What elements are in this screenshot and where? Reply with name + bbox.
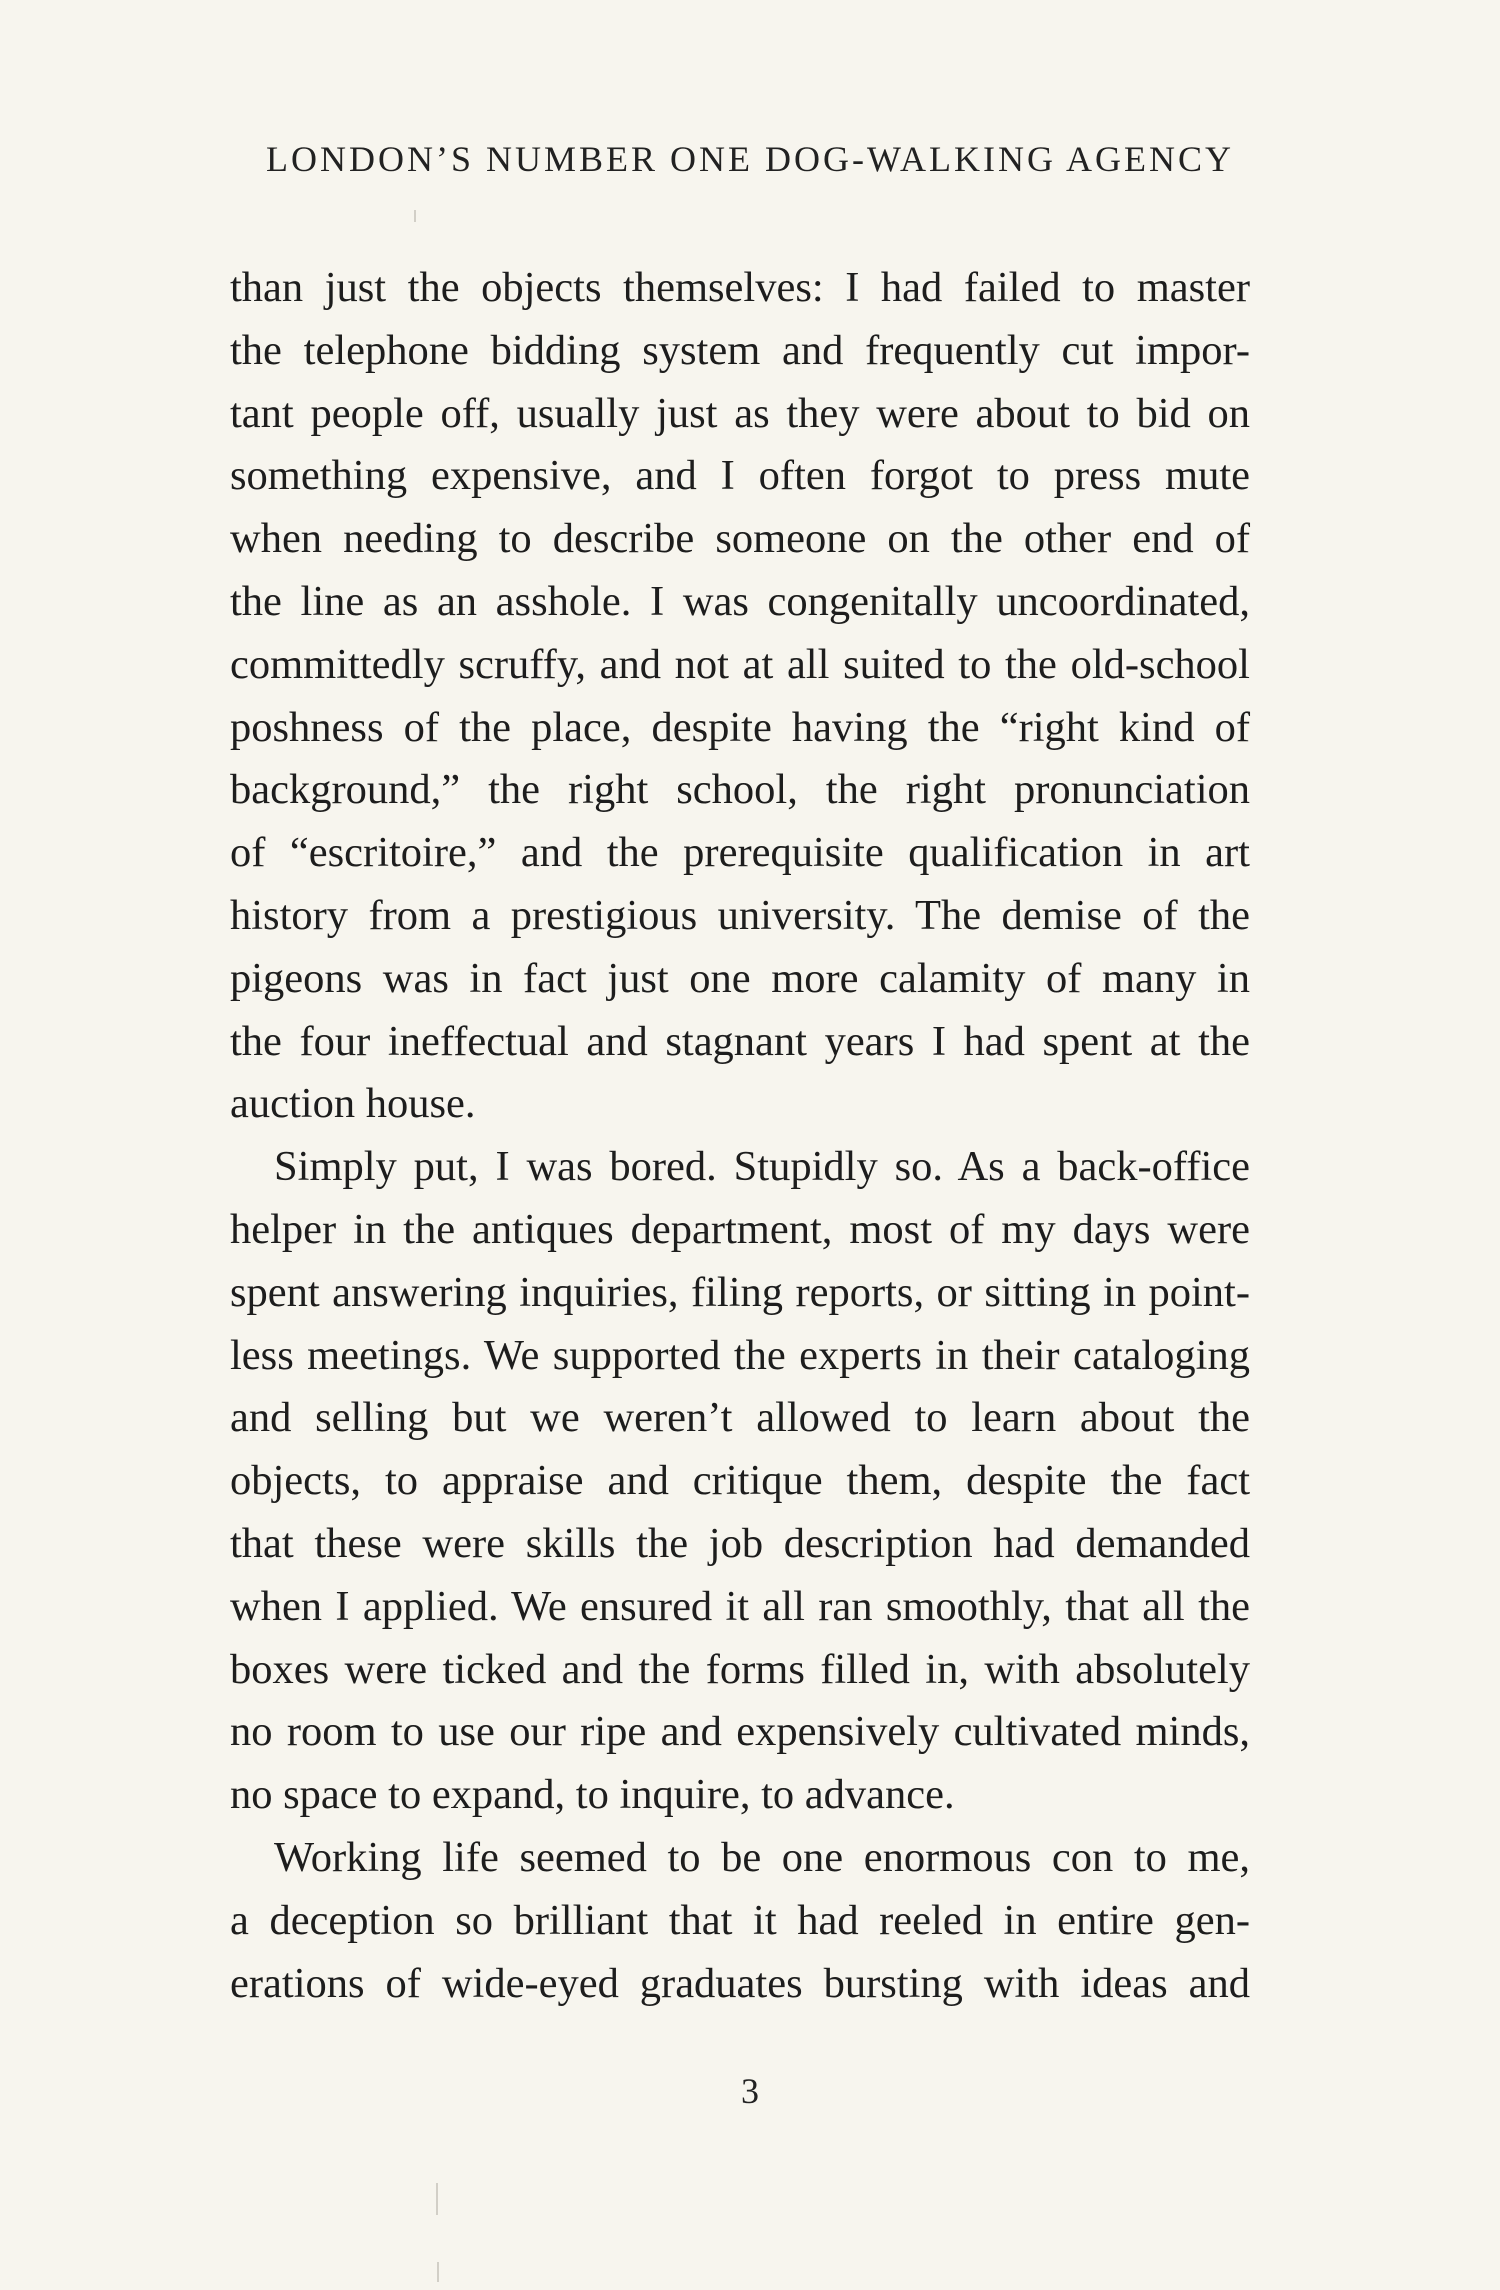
- text-line: no room to use our ripe and expensively cultivated minds,: [230, 1708, 1250, 1756]
- page-number: 3: [741, 2071, 759, 2111]
- text-line: than just the objects themselves: I had failed to master: [230, 264, 1250, 311]
- text-line: when needing to describe someone on the other end of: [230, 515, 1250, 563]
- text-line: poshness of the place, despite having the “right kind of: [230, 703, 1250, 751]
- text-line: the four ineffectual and stagnant years I had spent at the: [230, 1017, 1250, 1065]
- text-line: objects, to appraise and critique them, despite the fact: [230, 1457, 1250, 1505]
- running-head: LONDON’S NUMBER ONE DOG-WALKING AGENCY: [266, 139, 1234, 179]
- text-line: the telephone bidding system and frequently cut impor-: [230, 326, 1250, 374]
- text-line: tant people off, usually just as they were about to bid on: [230, 389, 1250, 437]
- text-line: something expensive, and I often forgot to press mute: [230, 452, 1250, 500]
- paragraph-2: [230, 1136, 1250, 1827]
- text-line: history from a prestigious university. The demise of the: [230, 891, 1250, 939]
- text-line: Working life seemed to be one enormous con to me,: [274, 1833, 1250, 1881]
- text-line: boxes were ticked and the forms filled in, with absolutely: [230, 1645, 1250, 1693]
- text-line: erations of wide-eyed graduates bursting with ideas and: [230, 1959, 1250, 2007]
- text-line: less meetings. We supported the experts in their cataloging: [230, 1331, 1250, 1379]
- paragraph-3: [230, 1827, 1250, 2015]
- text-line: when I applied. We ensured it all ran smoothly, that all the: [230, 1582, 1250, 1630]
- text-line: a deception so brilliant that it had reeled in entire gen-: [230, 1896, 1250, 1944]
- scan-speck: [414, 210, 416, 222]
- scan-speck: [436, 2183, 438, 2215]
- text-line: spent answering inquiries, filing reports, or sitting in point-: [230, 1268, 1250, 1316]
- text-line: that these were skills the job description had demanded: [230, 1519, 1250, 1567]
- paragraph-1: [230, 257, 1250, 1136]
- text-line: Simply put, I was bored. Stupidly so. As a back-office: [274, 1143, 1250, 1191]
- text-line: auction house.: [230, 1080, 476, 1128]
- text-line: and selling but we weren’t allowed to learn about the: [230, 1394, 1250, 1442]
- text-line: no space to expand, to inquire, to advance.: [230, 1771, 955, 1819]
- text-line: the line as an asshole. I was congenitally uncoordinated,: [230, 577, 1250, 625]
- body-text: [230, 257, 1250, 2015]
- text-line: helper in the antiques department, most of my days were: [230, 1205, 1250, 1253]
- text-line: background,” the right school, the right pronunciation: [230, 766, 1250, 814]
- text-line: committedly scruffy, and not at all suited to the old-school: [230, 640, 1250, 688]
- text-line: pigeons was in fact just one more calamity of many in: [230, 954, 1250, 1002]
- scan-speck: [437, 2262, 439, 2282]
- text-line: of “escritoire,” and the prerequisite qualification in art: [230, 829, 1250, 877]
